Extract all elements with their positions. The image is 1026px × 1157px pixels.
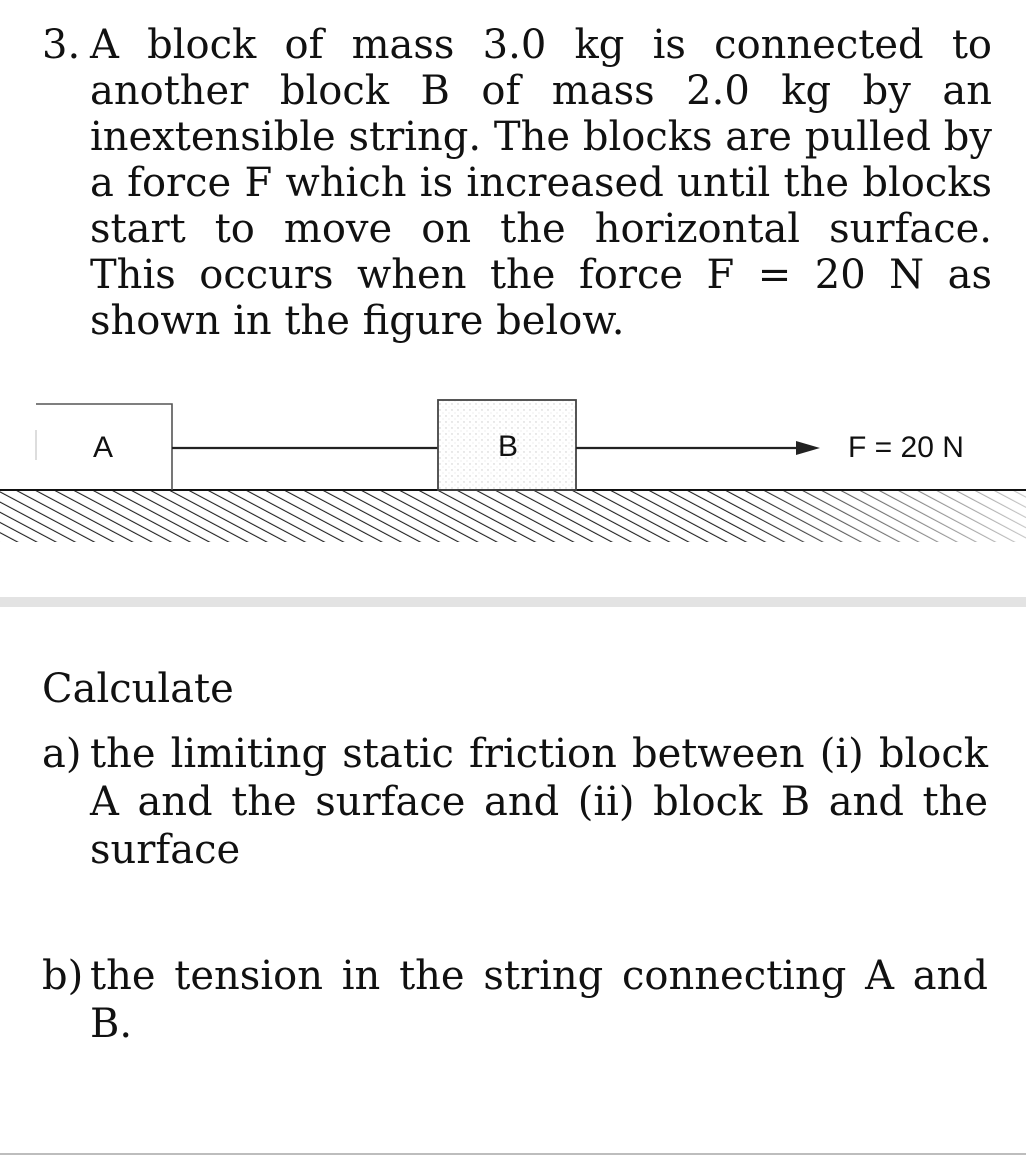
question-number: 3. <box>42 22 81 68</box>
question-text: A block of mass 3.0 kg is connected to another block B of mass 2.0 kg by an inextensible string. The blocks are pulled by a force F which is increased until the blocks start to move on the horizontal surface. This occurs when the force F = 20 N as shown in the figure below. <box>90 22 992 344</box>
block-a <box>36 404 172 490</box>
part-b-label: b) <box>42 953 84 999</box>
part-a-label: a) <box>42 731 82 777</box>
section-divider <box>0 597 1026 607</box>
force-label: F = 20 N <box>848 431 964 464</box>
ground-surface <box>0 490 1026 542</box>
part-b-text: the tension in the string connecting A and B. <box>90 953 988 1047</box>
part-a <box>42 730 988 874</box>
physics-figure <box>0 360 1026 560</box>
force-arrow <box>576 441 820 455</box>
part-b <box>42 952 988 1048</box>
block-b <box>438 400 576 490</box>
block-b-label: B <box>497 430 519 463</box>
block-a-label: A <box>92 431 114 464</box>
bottom-rule <box>0 1153 1026 1155</box>
calculate-heading: Calculate <box>42 666 234 712</box>
question-intro <box>42 22 992 344</box>
part-a-text: the limiting static friction between (i) block A and the surface and (ii) block B and the surface <box>90 731 988 873</box>
